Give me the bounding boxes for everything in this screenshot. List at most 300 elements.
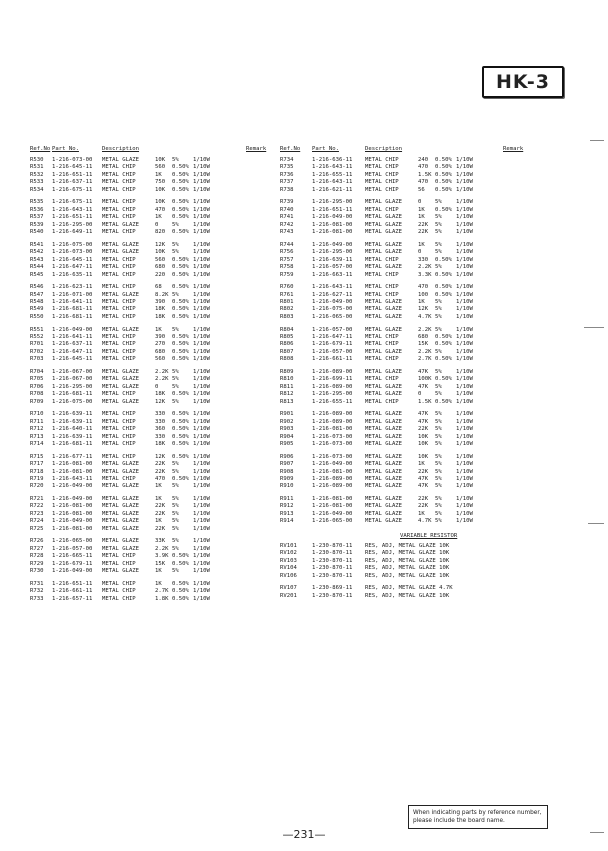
tolerance: 5% bbox=[435, 496, 442, 502]
table-row bbox=[30, 172, 280, 179]
tolerance: 0.50% bbox=[172, 271, 189, 278]
value: 10K bbox=[155, 186, 166, 193]
value: 750 bbox=[155, 179, 166, 186]
table-row bbox=[280, 550, 542, 557]
description: RES, ADJ, METAL GLAZE 10K bbox=[365, 572, 450, 579]
value: 1K bbox=[418, 510, 425, 517]
description: METAL GLAZE bbox=[365, 383, 403, 390]
tolerance: 0.50% bbox=[172, 426, 189, 433]
value: 1K bbox=[155, 568, 162, 575]
value: 2.7K bbox=[418, 356, 432, 363]
wattage: 1/10W bbox=[456, 164, 473, 171]
part-group bbox=[280, 327, 542, 364]
wattage: 1/10W bbox=[456, 179, 473, 186]
table-row bbox=[280, 284, 542, 291]
tolerance: 5% bbox=[435, 475, 442, 482]
ref-no: R547 bbox=[30, 291, 44, 298]
margin-mark bbox=[588, 523, 604, 524]
part-no: 1-216-661-11 bbox=[312, 356, 353, 363]
description: METAL GLAZE bbox=[365, 483, 403, 490]
value: 68 bbox=[155, 284, 162, 291]
value: 18K bbox=[155, 441, 166, 447]
ref-no: RV104 bbox=[280, 565, 297, 572]
ref-no: R802 bbox=[280, 306, 294, 313]
part-no: 1-216-057-00 bbox=[52, 545, 93, 552]
ref-no: R901 bbox=[280, 411, 294, 418]
ref-no: R533 bbox=[30, 179, 44, 186]
header-ref: Ref.No bbox=[280, 146, 301, 152]
tolerance: 0.50% bbox=[435, 157, 452, 163]
description: METAL GLAZE bbox=[365, 518, 403, 525]
tolerance: 0.50% bbox=[172, 453, 189, 460]
tolerance: 5% bbox=[172, 249, 179, 256]
header-remark: Remark bbox=[246, 146, 267, 152]
header-remark: Remark bbox=[503, 146, 524, 152]
ref-no: R711 bbox=[30, 418, 44, 425]
description: METAL CHIP bbox=[102, 433, 136, 440]
wattage: 1/10W bbox=[193, 229, 210, 236]
wattage: 1/10W bbox=[456, 221, 473, 228]
part-no: 1-216-645-11 bbox=[52, 256, 93, 263]
part-no: 1-230-870-11 bbox=[312, 557, 353, 564]
part-no: 1-216-065-00 bbox=[52, 538, 93, 545]
tolerance: 0.50% bbox=[435, 206, 452, 213]
value: 470 bbox=[155, 475, 166, 482]
table-row bbox=[30, 314, 280, 321]
tolerance: 5% bbox=[172, 510, 179, 517]
value: 1K bbox=[155, 483, 162, 490]
part-no: 1-216-647-11 bbox=[312, 333, 353, 340]
ref-no: R705 bbox=[30, 376, 44, 383]
part-group bbox=[30, 242, 280, 279]
part-no: 1-216-627-11 bbox=[312, 291, 353, 298]
wattage: 1/10W bbox=[456, 284, 473, 291]
wattage: 1/10W bbox=[456, 503, 473, 510]
wattage: 1/10W bbox=[456, 433, 473, 440]
part-no: 1-216-049-00 bbox=[312, 214, 353, 221]
description: METAL GLAZE bbox=[365, 368, 403, 375]
value: 1K bbox=[418, 206, 425, 213]
part-no: 1-216-295-00 bbox=[52, 383, 93, 390]
description: METAL GLAZE bbox=[102, 249, 140, 256]
tolerance: 0.50% bbox=[435, 284, 452, 291]
value: 1.5K bbox=[418, 398, 432, 405]
table-row bbox=[280, 349, 542, 356]
tolerance: 0.50% bbox=[172, 441, 189, 447]
tolerance: 0.50% bbox=[172, 553, 189, 560]
part-group bbox=[280, 284, 542, 321]
part-no: 1-216-655-11 bbox=[312, 398, 353, 405]
ref-no: R719 bbox=[30, 475, 44, 482]
part-no: 1-216-657-11 bbox=[52, 595, 93, 602]
description: METAL GLAZE bbox=[102, 510, 140, 517]
description: METAL GLAZE bbox=[102, 503, 140, 510]
value: 1K bbox=[418, 461, 425, 468]
table-row bbox=[30, 469, 280, 476]
part-no: 1-216-081-00 bbox=[52, 461, 93, 468]
part-no: 1-216-679-11 bbox=[312, 341, 353, 348]
tolerance: 5% bbox=[435, 241, 442, 248]
description: METAL GLAZE bbox=[365, 306, 403, 313]
wattage: 1/10W bbox=[456, 510, 473, 517]
ref-no: R741 bbox=[280, 214, 294, 221]
wattage: 1/10W bbox=[456, 496, 473, 502]
ref-no: R710 bbox=[30, 411, 44, 418]
table-row bbox=[280, 292, 542, 299]
part-no: 1-230-870-11 bbox=[312, 550, 353, 557]
wattage: 1/10W bbox=[456, 411, 473, 418]
tolerance: 0.50% bbox=[435, 164, 452, 171]
table-row bbox=[280, 593, 542, 600]
description: METAL CHIP bbox=[102, 171, 136, 178]
part-no: 1-216-081-00 bbox=[312, 426, 353, 433]
tolerance: 5% bbox=[172, 468, 179, 475]
wattage: 1/10W bbox=[193, 164, 210, 171]
part-no: 1-216-643-11 bbox=[52, 206, 93, 213]
value: 22K bbox=[155, 510, 166, 517]
table-row bbox=[30, 199, 280, 206]
tolerance: 5% bbox=[435, 313, 442, 320]
description: METAL GLAZE bbox=[365, 249, 403, 256]
wattage: 1/10W bbox=[193, 461, 210, 468]
value: 12K bbox=[155, 453, 166, 460]
description: RES, ADJ, METAL GLAZE 4.7K bbox=[365, 585, 453, 592]
ref-no: R727 bbox=[30, 545, 44, 552]
wattage: 1/10W bbox=[456, 214, 473, 221]
table-row bbox=[280, 391, 542, 398]
wattage: 1/10W bbox=[456, 468, 473, 475]
ref-no: R534 bbox=[30, 186, 44, 193]
value: 0 bbox=[155, 383, 159, 390]
ref-no: R537 bbox=[30, 214, 44, 221]
ref-no: R539 bbox=[30, 221, 44, 228]
table-row bbox=[280, 454, 542, 461]
table-row bbox=[30, 222, 280, 229]
description: METAL GLAZE bbox=[365, 221, 403, 228]
description: METAL GLAZE bbox=[365, 503, 403, 510]
ref-no: R720 bbox=[30, 483, 44, 490]
wattage: 1/10W bbox=[193, 241, 210, 248]
description: METAL GLAZE bbox=[102, 538, 140, 545]
wattage: 1/10W bbox=[456, 256, 473, 263]
description: METAL CHIP bbox=[365, 179, 399, 186]
ref-no: R912 bbox=[280, 503, 294, 510]
wattage: 1/10W bbox=[456, 461, 473, 468]
value: 56 bbox=[418, 186, 425, 193]
description: METAL GLAZE bbox=[102, 518, 140, 525]
table-row bbox=[280, 369, 542, 376]
part-no: 1-216-637-11 bbox=[52, 179, 93, 186]
tolerance: 5% bbox=[435, 249, 442, 256]
tolerance: 0.50% bbox=[172, 229, 189, 236]
wattage: 1/10W bbox=[456, 453, 473, 460]
part-no: 1-216-636-11 bbox=[312, 157, 353, 163]
ref-no: R812 bbox=[280, 391, 294, 398]
tolerance: 0.50% bbox=[435, 356, 452, 363]
ref-no: R813 bbox=[280, 398, 294, 405]
table-row bbox=[280, 264, 542, 271]
wattage: 1/10W bbox=[456, 483, 473, 490]
ref-no: R725 bbox=[30, 525, 44, 532]
table-row bbox=[30, 568, 280, 575]
value: 22K bbox=[155, 503, 166, 510]
table-row bbox=[280, 207, 542, 214]
part-no: 1-216-641-11 bbox=[52, 299, 93, 305]
value: 47K bbox=[418, 475, 429, 482]
value: 10K bbox=[155, 249, 166, 256]
ref-no: R810 bbox=[280, 376, 294, 383]
description: METAL GLAZE bbox=[102, 461, 140, 468]
tolerance: 5% bbox=[172, 525, 179, 532]
part-group bbox=[30, 284, 280, 321]
table-row bbox=[280, 157, 542, 164]
value: 1K bbox=[155, 171, 162, 178]
part-no: 1-216-089-00 bbox=[312, 411, 353, 418]
table-row bbox=[30, 411, 280, 418]
part-no: 1-216-057-00 bbox=[312, 348, 353, 355]
description: METAL GLAZE bbox=[102, 398, 140, 405]
description: METAL CHIP bbox=[102, 411, 136, 418]
table-row bbox=[280, 257, 542, 264]
description: METAL CHIP bbox=[102, 186, 136, 193]
tolerance: 5% bbox=[435, 348, 442, 355]
tolerance: 5% bbox=[435, 229, 442, 236]
value: 8.2K bbox=[155, 291, 169, 298]
part-group bbox=[30, 199, 280, 236]
tolerance: 0.50% bbox=[172, 306, 189, 313]
description: METAL CHIP bbox=[102, 164, 136, 171]
wattage: 1/10W bbox=[193, 206, 210, 213]
tolerance: 5% bbox=[172, 368, 179, 375]
ref-no: R731 bbox=[30, 580, 44, 587]
part-no: 1-216-679-11 bbox=[52, 560, 93, 567]
part-no: 1-216-623-11 bbox=[52, 284, 93, 291]
table-row bbox=[30, 272, 280, 279]
part-no: 1-216-081-00 bbox=[52, 525, 93, 532]
value: 22K bbox=[155, 461, 166, 468]
tolerance: 0.50% bbox=[172, 256, 189, 263]
value: 0 bbox=[418, 249, 422, 256]
ref-no: R713 bbox=[30, 433, 44, 440]
description: METAL GLAZE bbox=[365, 496, 403, 502]
description: METAL GLAZE bbox=[365, 468, 403, 475]
wattage: 1/10W bbox=[456, 291, 473, 298]
ref-no: R551 bbox=[30, 326, 44, 333]
description: METAL GLAZE bbox=[365, 411, 403, 418]
ref-no: R904 bbox=[280, 433, 294, 440]
description: METAL GLAZE bbox=[365, 241, 403, 248]
ref-no: R703 bbox=[30, 356, 44, 363]
table-row bbox=[30, 441, 280, 448]
ref-no: R811 bbox=[280, 383, 294, 390]
ref-no: RV101 bbox=[280, 542, 297, 549]
table-row bbox=[30, 306, 280, 313]
tolerance: 5% bbox=[435, 426, 442, 433]
tolerance: 5% bbox=[172, 503, 179, 510]
value: 3.3K bbox=[418, 271, 432, 278]
wattage: 1/10W bbox=[193, 291, 210, 298]
value: 15K bbox=[155, 560, 166, 567]
ref-no: R540 bbox=[30, 229, 44, 236]
part-group bbox=[280, 454, 542, 491]
table-row bbox=[30, 284, 280, 291]
value: 22K bbox=[155, 525, 166, 532]
value: 2.2K bbox=[155, 368, 169, 375]
description: METAL GLAZE bbox=[102, 326, 140, 333]
part-no: 1-216-295-00 bbox=[312, 391, 353, 398]
table-row bbox=[30, 526, 280, 533]
value: 47K bbox=[418, 483, 429, 490]
part-no: 1-216-639-11 bbox=[52, 418, 93, 425]
table-row bbox=[30, 538, 280, 545]
part-no: 1-216-651-11 bbox=[52, 171, 93, 178]
ref-no: R809 bbox=[280, 368, 294, 375]
tolerance: 0.50% bbox=[172, 171, 189, 178]
description: METAL GLAZE bbox=[102, 376, 140, 383]
wattage: 1/10W bbox=[193, 271, 210, 278]
wattage: 1/10W bbox=[193, 171, 210, 178]
value: 470 bbox=[418, 284, 429, 291]
tolerance: 5% bbox=[435, 411, 442, 418]
ref-no: R743 bbox=[280, 229, 294, 236]
value: 22K bbox=[418, 496, 429, 502]
value: 22K bbox=[418, 468, 429, 475]
description: METAL GLAZE bbox=[365, 433, 403, 440]
part-no: 1-216-651-11 bbox=[52, 580, 93, 587]
table-row bbox=[30, 376, 280, 383]
value: 10K bbox=[155, 199, 166, 206]
wattage: 1/10W bbox=[193, 580, 210, 587]
tolerance: 5% bbox=[435, 264, 442, 271]
ref-no: R907 bbox=[280, 461, 294, 468]
wattage: 1/10W bbox=[456, 426, 473, 433]
description: METAL CHIP bbox=[102, 418, 136, 425]
tolerance: 5% bbox=[435, 214, 442, 221]
table-row bbox=[280, 511, 542, 518]
wattage: 1/10W bbox=[193, 383, 210, 390]
value: 220 bbox=[155, 271, 166, 278]
wattage: 1/10W bbox=[456, 249, 473, 256]
table-row bbox=[280, 461, 542, 468]
right-parts-table bbox=[280, 157, 542, 605]
wattage: 1/10W bbox=[193, 249, 210, 256]
part-no: 1-216-081-00 bbox=[52, 503, 93, 510]
table-row bbox=[30, 341, 280, 348]
wattage: 1/10W bbox=[193, 348, 210, 355]
wattage: 1/10W bbox=[193, 433, 210, 440]
description: METAL GLAZE bbox=[365, 229, 403, 236]
table-row bbox=[30, 581, 280, 588]
wattage: 1/10W bbox=[456, 186, 473, 193]
ref-no: R546 bbox=[30, 284, 44, 291]
value: 1K bbox=[155, 214, 162, 221]
table-row bbox=[280, 411, 542, 418]
tolerance: 0.50% bbox=[172, 299, 189, 305]
part-no: 1-216-081-00 bbox=[312, 468, 353, 475]
description: METAL GLAZE bbox=[365, 299, 403, 305]
table-row bbox=[30, 214, 280, 221]
part-no: 1-216-643-11 bbox=[312, 179, 353, 186]
table-row bbox=[280, 164, 542, 171]
description: METAL GLAZE bbox=[365, 214, 403, 221]
description: METAL GLAZE bbox=[365, 461, 403, 468]
ref-no: R913 bbox=[280, 510, 294, 517]
wattage: 1/10W bbox=[456, 368, 473, 375]
part-group bbox=[30, 369, 280, 406]
value: 12K bbox=[418, 306, 429, 313]
ref-no: R717 bbox=[30, 461, 44, 468]
ref-no: R909 bbox=[280, 475, 294, 482]
description: RES, ADJ, METAL GLAZE 10K bbox=[365, 592, 450, 599]
margin-mark bbox=[584, 327, 604, 328]
part-no: 1-230-869-11 bbox=[312, 585, 353, 592]
description: METAL CHIP bbox=[102, 595, 136, 602]
part-no: 1-216-621-11 bbox=[312, 186, 353, 193]
table-row bbox=[30, 249, 280, 256]
value: 22K bbox=[155, 468, 166, 475]
ref-no: R722 bbox=[30, 503, 44, 510]
table-row bbox=[30, 518, 280, 525]
description: METAL GLAZE bbox=[102, 291, 140, 298]
wattage: 1/10W bbox=[456, 206, 473, 213]
part-no: 1-216-081-00 bbox=[312, 229, 353, 236]
value: 2.7K bbox=[155, 588, 169, 595]
value: 22K bbox=[418, 221, 429, 228]
table-row bbox=[30, 426, 280, 433]
table-row bbox=[30, 511, 280, 518]
tolerance: 5% bbox=[172, 398, 179, 405]
wattage: 1/10W bbox=[456, 391, 473, 398]
part-no: 1-216-295-00 bbox=[312, 199, 353, 206]
ref-no: R804 bbox=[280, 326, 294, 333]
description: METAL GLAZE bbox=[102, 383, 140, 390]
table-row bbox=[30, 369, 280, 376]
part-no: 1-216-049-00 bbox=[312, 510, 353, 517]
ref-no: R542 bbox=[30, 249, 44, 256]
value: 560 bbox=[155, 164, 166, 171]
part-no: 1-216-075-00 bbox=[52, 241, 93, 248]
ref-no: R902 bbox=[280, 418, 294, 425]
description: METAL GLAZE bbox=[365, 510, 403, 517]
ref-no: R535 bbox=[30, 199, 44, 206]
table-row bbox=[30, 299, 280, 306]
value: 330 bbox=[155, 433, 166, 440]
part-no: 1-216-675-11 bbox=[52, 186, 93, 193]
table-row bbox=[30, 596, 280, 603]
description: METAL CHIP bbox=[102, 553, 136, 560]
value: 47K bbox=[418, 418, 429, 425]
ref-no: R544 bbox=[30, 264, 44, 271]
tolerance: 5% bbox=[172, 545, 179, 552]
table-row bbox=[30, 349, 280, 356]
tolerance: 5% bbox=[172, 221, 179, 228]
table-row bbox=[30, 264, 280, 271]
part-group bbox=[30, 454, 280, 491]
table-row bbox=[280, 327, 542, 334]
value: 18K bbox=[155, 306, 166, 313]
value: 2.2K bbox=[418, 264, 432, 271]
table-row bbox=[30, 391, 280, 398]
part-no: 1-216-049-00 bbox=[52, 518, 93, 525]
table-row bbox=[280, 565, 542, 572]
ref-no: R910 bbox=[280, 483, 294, 490]
ref-no: R550 bbox=[30, 313, 44, 320]
ref-no: R702 bbox=[30, 348, 44, 355]
wattage: 1/10W bbox=[456, 383, 473, 390]
tolerance: 0.50% bbox=[435, 376, 452, 383]
value: 1K bbox=[418, 214, 425, 221]
ref-no: R908 bbox=[280, 468, 294, 475]
